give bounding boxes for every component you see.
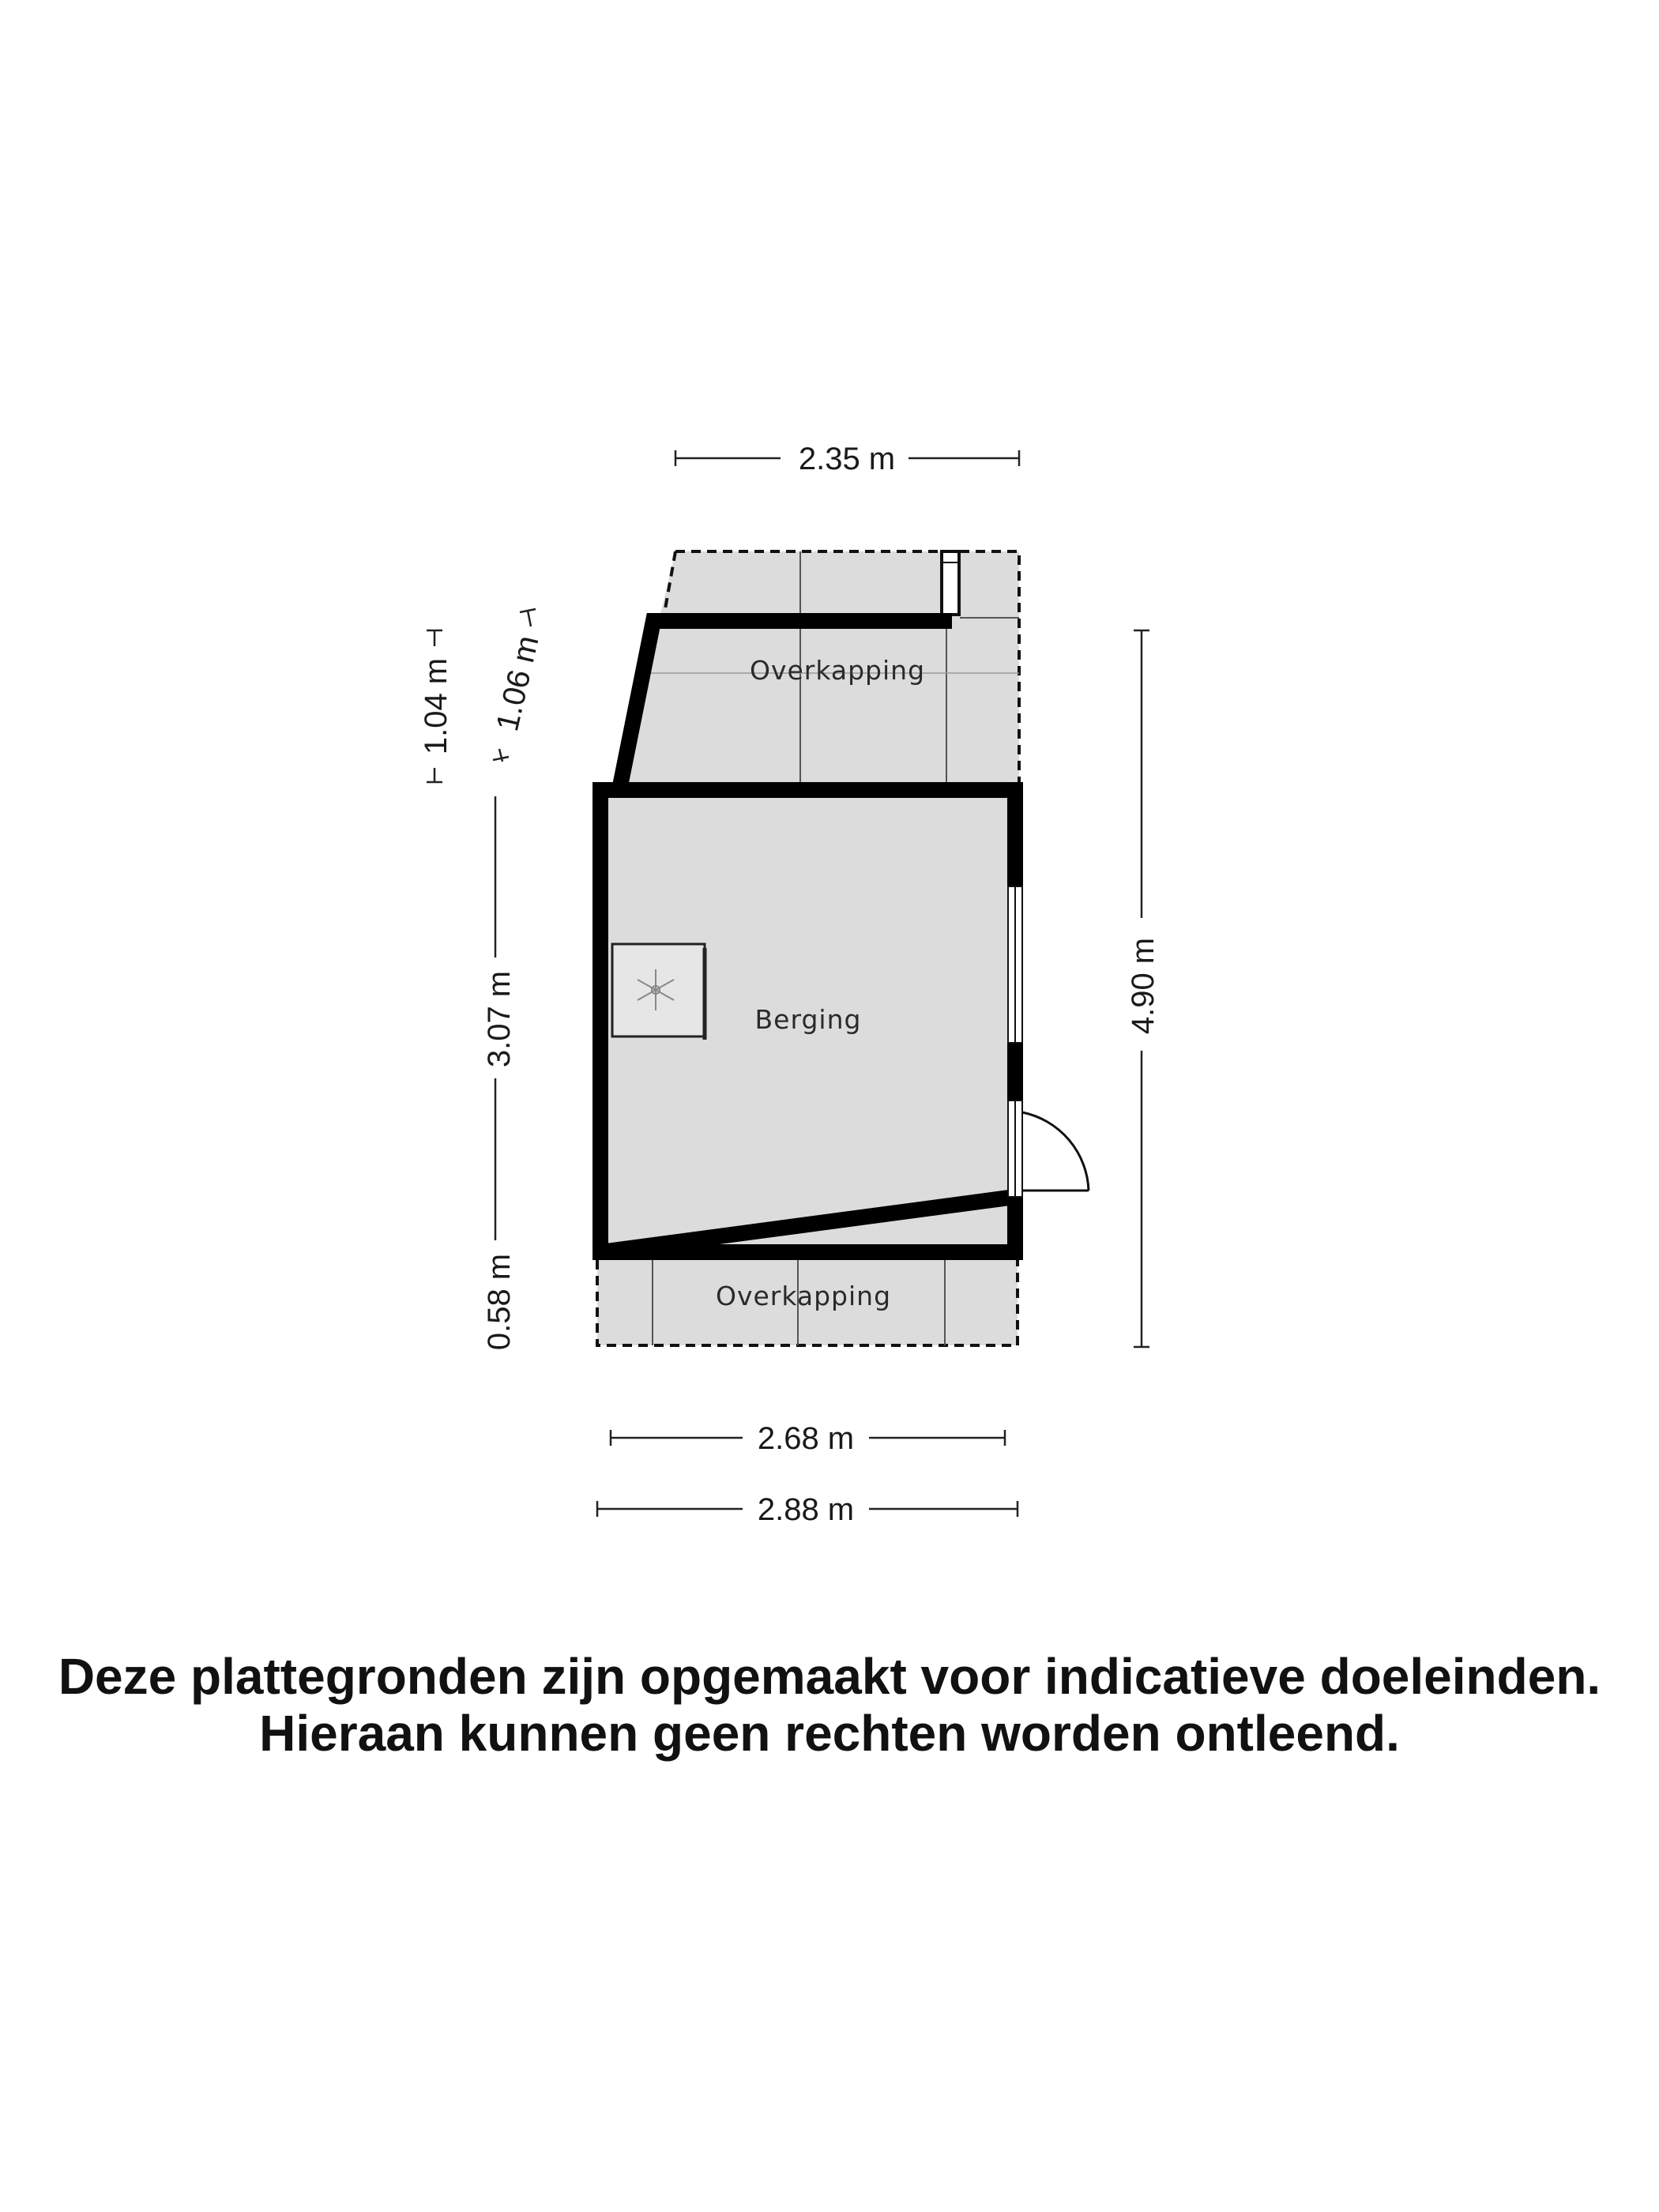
door [1008,1100,1089,1197]
dimension-label-right: 4.90 m [1126,937,1161,1035]
dimension-label-left-middle: 3.07 m [482,970,517,1068]
dimension-label-bottom-inner: 2.68 m [757,1421,855,1456]
boiler-unit [612,944,705,1040]
dimension-label-left-upper-b: 1.06 m [490,632,546,735]
dimension-label-bottom-outer: 2.88 m [757,1492,855,1527]
disclaimer-line-2: Hieraan kunnen geen rechten worden ontleend. [259,1705,1400,1762]
disclaimer-line-1: Deze plattegronden zijn opgemaakt voor indicatieve doeleinden. [58,1648,1601,1705]
window [1008,886,1022,1043]
room-label-overkapping-bottom: Overkapping [715,1281,892,1311]
dimension-label-top: 2.35 m [798,442,896,476]
dimension-label-left-lower: 0.58 m [482,1253,517,1351]
dimension-label-left-upper-a: 1.04 m [419,657,453,755]
room-label-overkapping-top: Overkapping [749,655,926,686]
pillar [942,551,959,615]
room-label-berging: Berging [754,1004,862,1035]
